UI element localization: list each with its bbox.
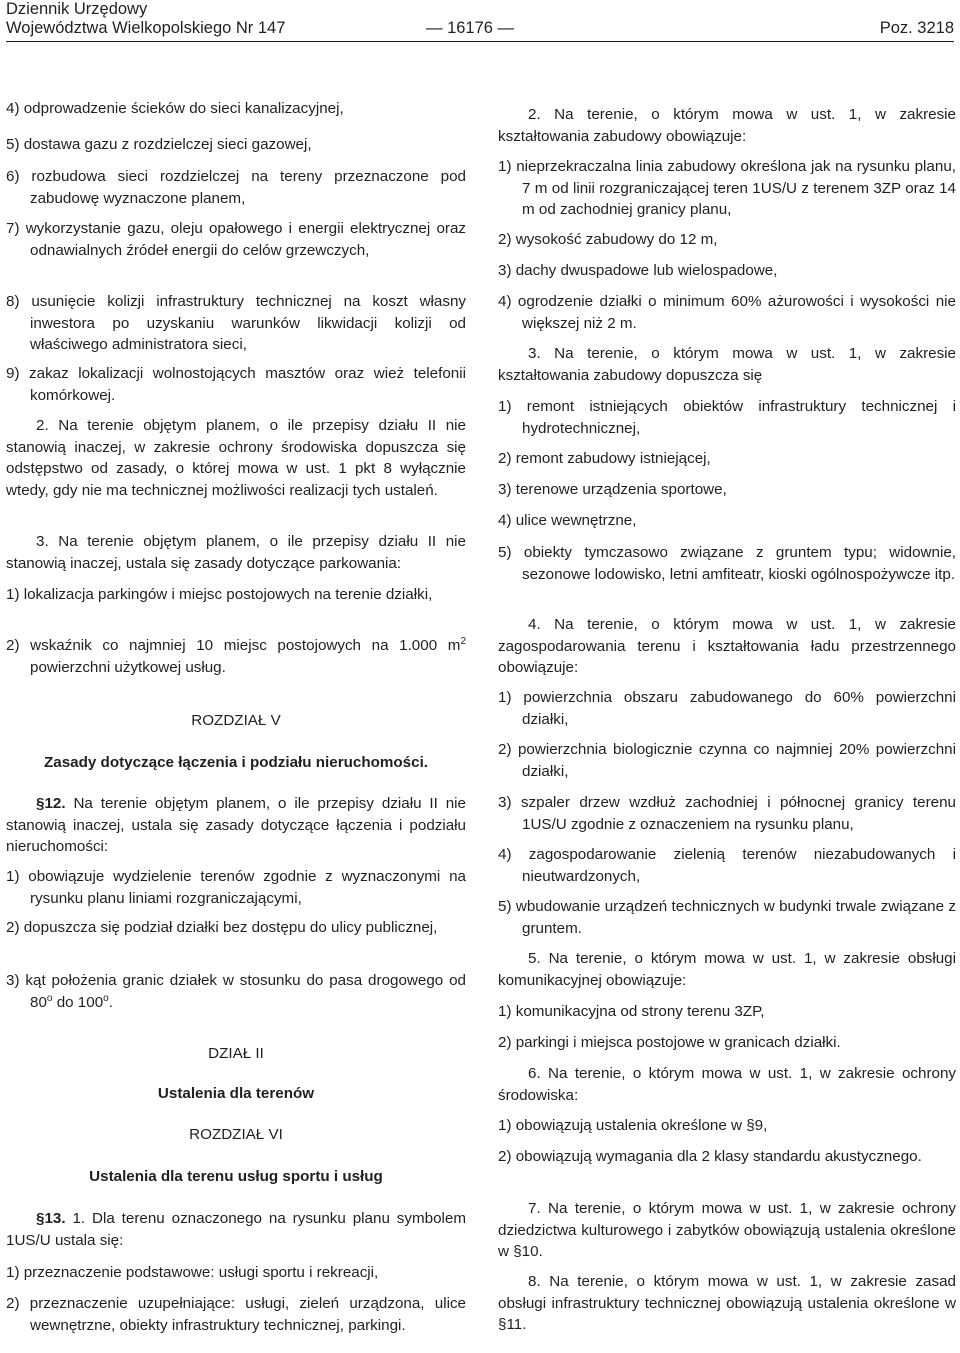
item-text: powierzchni użytkowej usług.	[30, 658, 226, 676]
paragraph: 3. Na terenie, o którym mowa w ust. 1, w zakresie kształtowania zabudowy dopuszcza się	[498, 345, 956, 384]
list-item: 5) wbudowanie urządzeń technicznych w budynki trwale związane z gruntem.	[498, 898, 956, 937]
list-item: 4) zagospodarowanie zielenią terenów niezabudowanych i nieutwardzonych,	[498, 846, 956, 885]
chapter-heading: ROZDZIAŁ VI	[189, 1126, 283, 1143]
list-item: 1) remont istniejących obiektów infrastruktury technicznej i hydrotechnicznej,	[498, 398, 956, 437]
paragraph: 7. Na terenie, o którym mowa w ust. 1, w zakresie ochrony dziedzictwa kulturowego i zabytków obowiązują ustalenia określone w §10.	[498, 1200, 956, 1260]
section-label: §12.	[36, 795, 66, 812]
list-item: 1) obowiązuje wydzielenie terenów zgodnie z wyznaczonymi na rysunku planu liniami rozgraniczającymi,	[6, 868, 466, 907]
journal-title-line1: Dziennik Urzędowy	[6, 0, 148, 18]
item-text: do 100	[52, 993, 104, 1011]
list-item	[6, 635, 466, 678]
paragraph: 8. Na terenie, o którym mowa w ust. 1, w zakresie zasad obsługi infrastruktury technicznej obowiązują ustalenia określone w §11.	[498, 1273, 956, 1333]
paragraph-text: Na terenie objętym planem, o ile przepisy działu II nie stanowią inaczej, ustala się zasady dotyczące łączenia i podziału nieruchomości:	[6, 795, 466, 855]
list-item: 2) przeznaczenie uzupełniające: usługi, zieleń urządzona, ulice wewnętrzne, obiekty infrastruktury technicznej, parkingi.	[6, 1295, 466, 1334]
part-subheading: Ustalenia dla terenów	[157, 1085, 315, 1102]
list-item	[6, 970, 466, 1013]
list-item: 2) dopuszcza się podział działki bez dostępu do ulicy publicznej,	[6, 919, 438, 936]
item-text: .	[108, 993, 113, 1011]
superscript: o	[103, 992, 109, 1004]
paragraph: 2. Na terenie objętym planem, o ile przepisy działu II nie stanowią inaczej, w zakresie ochrony środowiska dopuszcza się odstępstwo od zasady, o której mowa w ust. 1 pkt 8 wyłącznie wtedy, gdy nie ma technicznej możliwości realizacji tych ustaleń.	[6, 417, 466, 499]
chapter-heading: ROZDZIAŁ V	[191, 712, 281, 729]
list-item: 2) remont zabudowy istniejącej,	[498, 450, 711, 467]
page-header	[6, 0, 954, 42]
header-rule	[6, 41, 954, 42]
section-label: §13.	[36, 1210, 66, 1227]
list-item: 4) ulice wewnętrzne,	[498, 512, 637, 529]
list-item: 6) rozbudowa sieci rozdzielczej na tereny przeznaczone pod zabudowę wyznaczone planem,	[6, 168, 466, 207]
list-item: 2) wysokość zabudowy do 12 m,	[498, 231, 718, 248]
chapter-subheading: Zasady dotyczące łączenia i podziału nieruchomości.	[43, 754, 429, 771]
part-heading: DZIAŁ II	[208, 1045, 264, 1062]
list-item: 5) dostawa gazu z rozdzielczej sieci gazowej,	[6, 136, 312, 153]
chapter-subheading: Ustalenia dla terenu usług sportu i usług	[89, 1168, 383, 1185]
paragraph: 5. Na terenie, o którym mowa w ust. 1, w zakresie obsługi komunikacyjnej obowiązuje:	[498, 950, 956, 989]
paragraph	[6, 1208, 466, 1251]
list-item: 7) wykorzystanie gazu, oleju opałowego i energii elektrycznej oraz odnawialnych źródeł energii do celów grzewczych,	[6, 220, 466, 259]
list-item: 4) odprowadzenie ścieków do sieci kanalizacyjnej,	[6, 100, 344, 117]
list-item: 1) przeznaczenie podstawowe: usługi sportu i rekreacji,	[6, 1264, 379, 1281]
list-item: 9) zakaz lokalizacji wolnostojących masztów oraz wież telefonii komórkowej.	[6, 365, 466, 404]
list-item: 3) dachy dwuspadowe lub wielospadowe,	[498, 262, 778, 279]
journal-title	[6, 0, 285, 38]
list-item: 1) obowiązują ustalenia określone w §9,	[498, 1117, 768, 1134]
item-text: 3) kąt położenia granic działek w stosunku do pasa drogowego od 80	[6, 972, 466, 1011]
paragraph: 3. Na terenie objętym planem, o ile przepisy działu II nie stanowią inaczej, ustala się zasady dotyczące parkowania:	[6, 533, 466, 572]
list-item: 1) lokalizacja parkingów i miejsc postojowych na terenie działki,	[6, 586, 433, 603]
list-item: 2) parkingi i miejsca postojowe w granicach działki.	[498, 1034, 841, 1051]
list-item: 8) usunięcie kolizji infrastruktury technicznej na koszt własny inwestora po uzyskaniu warunków likwidacji kolizji od właściwego administratora sieci,	[6, 293, 466, 353]
paragraph: 2. Na terenie, o którym mowa w ust. 1, w zakresie kształtowania zabudowy obowiązuje:	[498, 106, 956, 145]
position-number: Poz. 3218	[879, 19, 954, 37]
list-item: 4) ogrodzenie działki o minimum 60% ażurowości i wysokości nie większej niż 2 m.	[498, 293, 956, 332]
list-item: 1) komunikacyjna od strony terenu 3ZP,	[498, 1003, 765, 1020]
list-item: 1) nieprzekraczalna linia zabudowy określona jak na rysunku planu, 7 m od linii rozgraniczającej teren 1US/U z terenem 3ZP oraz 14 m od zachodniej granicy planu,	[498, 158, 956, 218]
paragraph	[6, 793, 466, 858]
list-item: 3) szpaler drzew wzdłuż zachodniej i północnej granicy terenu 1US/U zgodnie z oznaczeniem na rysunku planu,	[498, 794, 956, 833]
superscript: o	[46, 992, 53, 1004]
paragraph-text: 1. Dla terenu oznaczonego na rysunku planu symbolem 1US/U ustala się:	[6, 1210, 466, 1249]
list-item: 2) powierzchnia biologicznie czynna co najmniej 20% powierzchni działki,	[498, 741, 956, 780]
list-item: 3) terenowe urządzenia sportowe,	[498, 481, 727, 498]
paragraph: 4. Na terenie, o którym mowa w ust. 1, w zakresie zagospodarowania terenu i kształtowania ładu przestrzennego obowiązuje:	[498, 616, 956, 676]
superscript: 2	[460, 636, 466, 647]
item-text: 2) wskaźnik co najmniej 10 miejsc postojowych na 1.000 m	[6, 637, 461, 654]
list-item: 1) powierzchnia obszaru zabudowanego do 60% powierzchni działki,	[498, 689, 956, 728]
page-number: — 16176 —	[426, 19, 515, 37]
list-item: 5) obiekty tymczasowo związane z gruntem typu; widownie, sezonowe lodowisko, letni amfiteatr, kioski ogólnospożywcze itp.	[498, 544, 956, 583]
journal-title-line2: Województwa Wielkopolskiego Nr 147	[6, 19, 286, 37]
paragraph: 6. Na terenie, o którym mowa w ust. 1, w zakresie ochrony środowiska:	[498, 1065, 956, 1104]
list-item: 2) obowiązują wymagania dla 2 klasy standardu akustycznego.	[498, 1148, 922, 1165]
